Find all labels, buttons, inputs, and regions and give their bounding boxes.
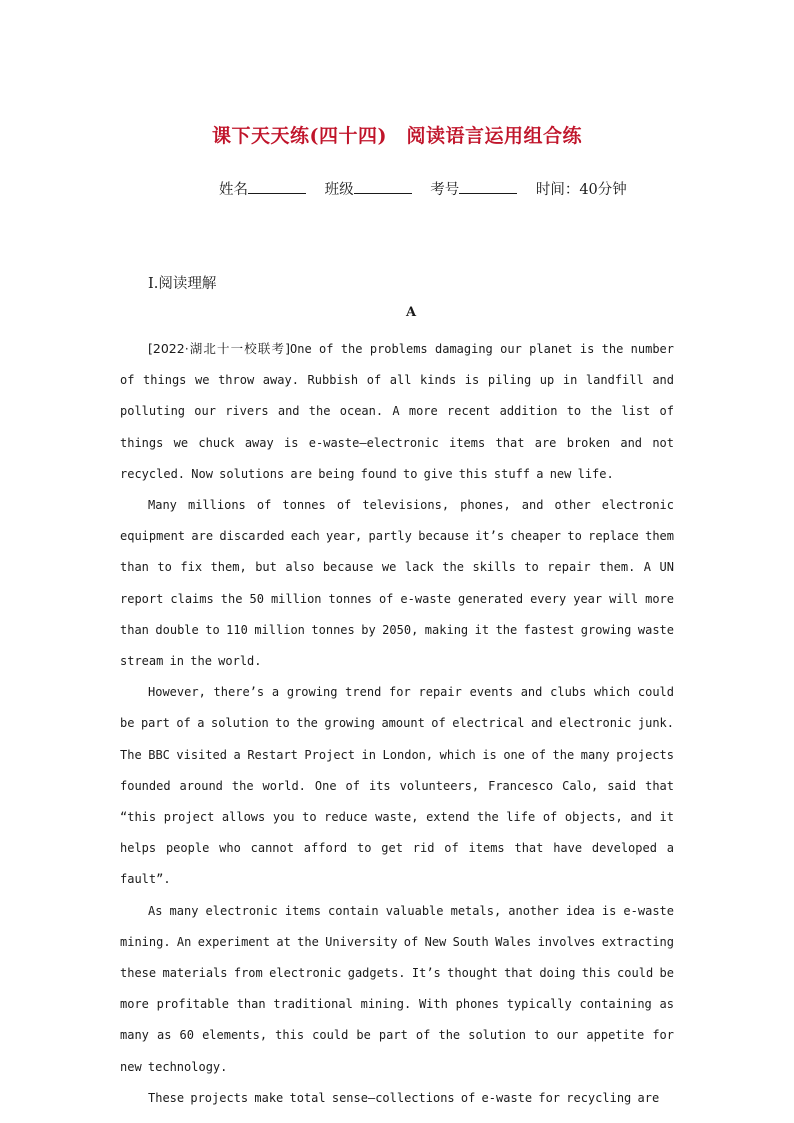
paragraph-text: One of the problems damaging our planet is the number of things we throw away. Rubbish of all kinds is piling up in landfill and polluting our rivers and the ocean. A more recent addition to the list of things we chuck away is e-waste—electronic items that are broken and not recycled. Now solutions are being found to give this stuff a new life. (120, 342, 675, 481)
reading-passage (120, 333, 674, 1114)
passage-letter: A (405, 305, 417, 320)
student-info-row (219, 178, 639, 199)
paragraph-1 (120, 333, 674, 490)
class-blank (354, 180, 412, 194)
source-tag: [2022·湖北十一校联考] (148, 341, 291, 356)
time-limit: 时间：40分钟 (535, 182, 627, 198)
name-blank (248, 180, 306, 194)
name-label: 姓名 (219, 182, 248, 198)
paragraph-3: However, there’s a growing trend for repair events and clubs which could be part of a solution to the growing amount of electrical and electronic junk. The BBC visited a Restart Project in London, which is one of the many projects founded around the world. One of its volunteers, Francesco Calo, said that “this project allows you to reduce waste, extend the life of objects, and it helps people who cannot afford to get rid of items that have developed a fault”. (120, 685, 674, 887)
page-title: 课下天天练(四十四) 阅读语言运用组合练 (212, 125, 582, 147)
name-field (219, 178, 306, 199)
exam-number-label: 考号 (430, 182, 460, 198)
paragraph-5: These projects make total sense—collections of e-waste for recycling are (148, 1090, 660, 1105)
section-heading: Ⅰ.阅读理解 (148, 276, 217, 292)
class-label: 班级 (324, 182, 354, 198)
paragraph-4: As many electronic items contain valuable metals, another idea is e-waste mining. An experiment at the University of New South Wales involves extracting these materials from electronic gadgets. It’s thought that doing this could be more profitable than traditional mining. With phones typically containing as many as 60 elements, this could be part of the solution to our appetite for new technology. (120, 903, 674, 1074)
paragraph-2: Many millions of tonnes of televisions, phones, and other electronic equipment are discarded each year, partly because it’s cheaper to replace them than to fix them, but also because we lack the skills to repair them. A UN report claims the 50 million tonnes of e-waste generated every year will more than double to 110 million tonnes by 2050, making it the fastest growing waste stream in the world. (120, 498, 674, 669)
exam-number-blank (459, 180, 517, 194)
class-field (325, 178, 412, 199)
exam-number-field (430, 178, 517, 199)
